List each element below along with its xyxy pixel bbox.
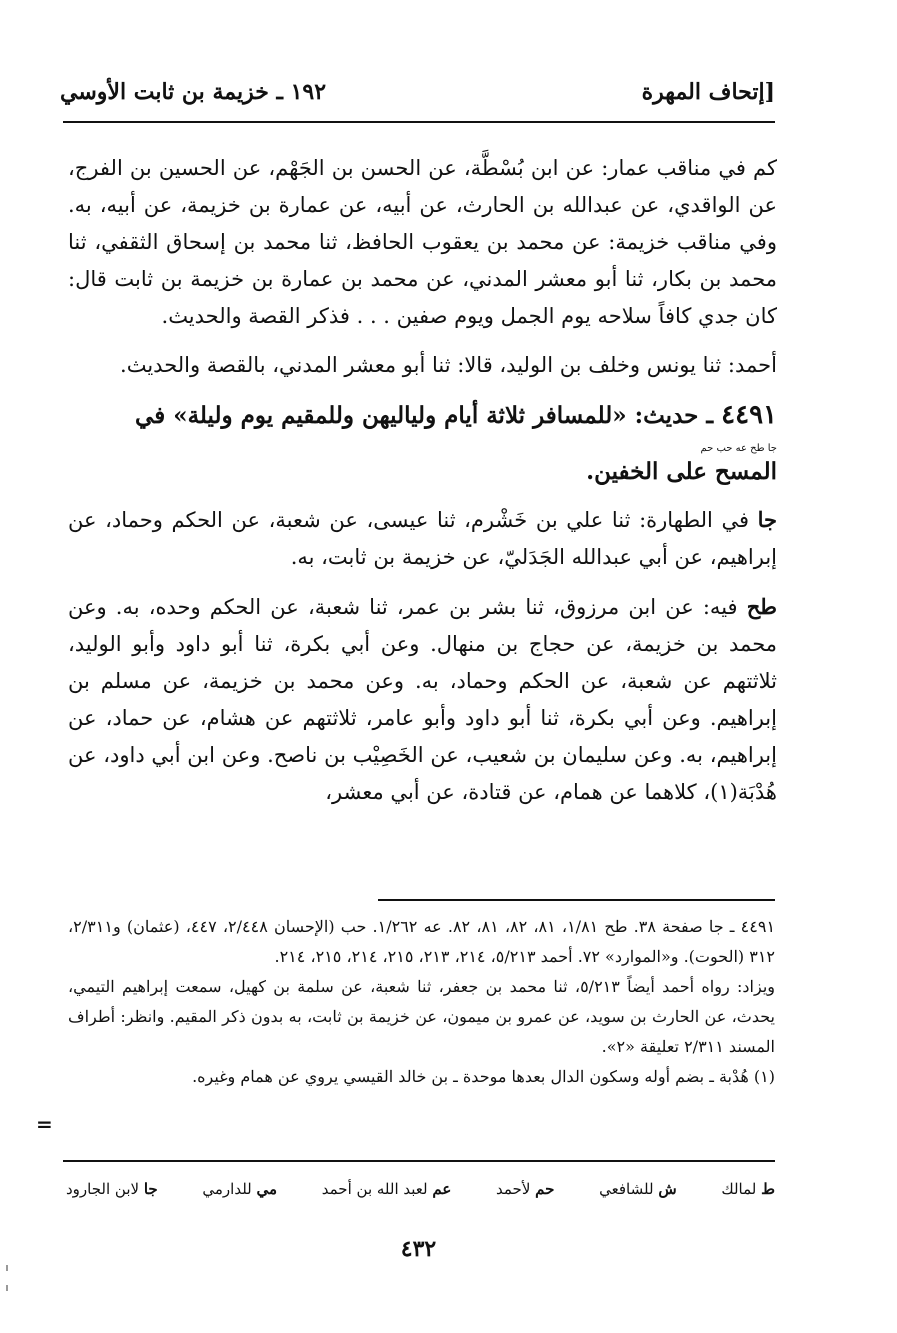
source-siglum: جا <box>757 507 777 532</box>
main-text <box>68 150 777 823</box>
paragraph: أحمد: ثنا يونس وخلف بن الوليد، قالا: ثنا أبو معشر المدني، بالقصة والحديث. <box>120 353 777 377</box>
footnote: ويزاد: رواه أحمد أيضاً ٥/٢١٣، ثنا محمد بن جعفر، ثنا شعبة، عن سلمة بن كهيل، سمعت إبراهيم التيمي، يحدث، عن الحارث بن سويد، عن عمرو بن ميمون، عن خزيمة بن ثابت، به بدون ذكر المقيم. وانظر: أطراف المسند ٢/٣١١ تعليقة «٢». <box>68 977 775 1056</box>
running-header <box>60 72 775 112</box>
legend-code: عم <box>432 1180 452 1198</box>
header-rule <box>63 121 775 123</box>
paragraph-text: فيه: عن ابن مرزوق، ثنا بشر بن عمر، ثنا شعبة، عن الحكم وحده، به. وعن محمد بن خزيمة، عن حجاج بن منهال. وعن أبي بكرة، ثنا أبو داود وأبو الوليد، ثلاثتهم عن شعبة، عن الحكم وحماد، به. وعن محمد بن خزيمة، عن مسلم بن إبراهيم. وعن أبي بكرة، ثنا أبو داود وأبو عامر، ثلاثتهم عن هشام، عن حماد، عن إبراهيم، به. وعن سليمان بن شعيب، عن الخَصِيْب بن ناصح. وعن ابن أبي داود، عن هُدْبَة(١)، كلاهما عن همام، عن قتادة، عن أبي معشر، <box>68 595 777 804</box>
legend-item <box>322 1180 452 1210</box>
hadith-heading <box>68 396 777 435</box>
abbreviation-legend <box>66 1180 775 1210</box>
legend-label: لعبد الله بن أحمد <box>321 1180 428 1198</box>
chapter-title: ١٩٢ ـ خزيمة بن ثابت الأوسي <box>60 79 327 105</box>
footnotes <box>68 912 775 1092</box>
paragraph: كم في مناقب عمار: عن ابن بُسْطَّة، عن الحسن بن الجَهْم، عن الحسين بن الفرج، عن الواقدي، عن عبدالله بن الحارث، عن أبيه، عن عمارة بن خزيمة، عن أبيه، به. وفي مناقب خزيمة: عن محمد بن يعقوب الحافظ، ثنا محمد بن إسحاق الثقفي، ثنا محمد بن بكار، ثنا أبو معشر المدني، عن محمد بن عمارة بن خزيمة بن ثابت قال: كان جدي كافاً سلاحه يوم الجمل ويوم صفين . . . فذكر القصة والحديث. <box>68 156 777 328</box>
paragraph <box>68 501 777 576</box>
legend-label: لابن الجارود <box>66 1180 140 1198</box>
hadith-title: ـ حديث: «للمسافر ثلاثة أيام ولياليهن وللمقيم يوم وليلة» في <box>135 402 714 429</box>
hadith-number: ٤٤٩١ <box>721 400 777 430</box>
legend-code: حم <box>535 1180 555 1198</box>
footnote-rule <box>378 899 775 901</box>
legend-item <box>66 1180 158 1210</box>
legend-item <box>599 1180 677 1210</box>
legend-label: لمالك <box>721 1180 757 1198</box>
source-siglum: طح <box>746 594 777 619</box>
footnote: ٤٤٩١ ـ جا صفحة ٣٨. طح ١/٨١، ٨١، ٨٢، ٨١، ٨٢. عه ١/٢٦٢. حب (الإحسان ٢/٤٤٨، ٤٤٧، (عثمان) و٢/٣١١، ٣١٢ (الحوت). و«الموارد» ٧٢. أحمد ٥/٢١٣، ٢١٤، ٢١٣، ٢١٥، ٢١٤، ٢١٥، ٢١٤. <box>68 917 776 966</box>
legend-code: مي <box>256 1180 278 1198</box>
hadith-topic: المسح على الخفين. <box>586 458 777 485</box>
book-title: [إتحاف المهرة <box>641 79 775 105</box>
hadith-sigla: جا طح عه حب حم <box>700 443 777 454</box>
scan-edge-mark <box>6 1285 8 1291</box>
legend-item <box>721 1180 775 1210</box>
legend-label: للشافعي <box>599 1180 654 1198</box>
page-number: ٤٣٢ <box>400 1236 437 1262</box>
legend-label: للدارمي <box>202 1180 252 1198</box>
scan-edge-mark <box>6 1265 8 1271</box>
footnote: (١) هُدْبة ـ بضم أوله وسكون الدال بعدها موحدة ـ بن خالد القيسي يروي عن همام وغيره. <box>192 1067 775 1086</box>
paragraph <box>68 588 777 811</box>
legend-code: جا <box>143 1180 158 1198</box>
legend-rule <box>63 1160 775 1162</box>
paragraph-text: في الطهارة: ثنا علي بن خَشْرم، ثنا عيسى، عن شعبة، عن الحكم وحماد، عن إبراهيم، عن أبي عبدالله الجَدَليّ، عن خزيمة بن ثابت، به. <box>68 508 777 569</box>
legend-label: لأحمد <box>496 1180 531 1198</box>
legend-item <box>202 1180 277 1210</box>
legend-code: ش <box>658 1180 677 1198</box>
legend-item <box>496 1180 554 1210</box>
continuation-mark: = <box>36 1112 53 1136</box>
legend-code: ط <box>761 1180 775 1198</box>
